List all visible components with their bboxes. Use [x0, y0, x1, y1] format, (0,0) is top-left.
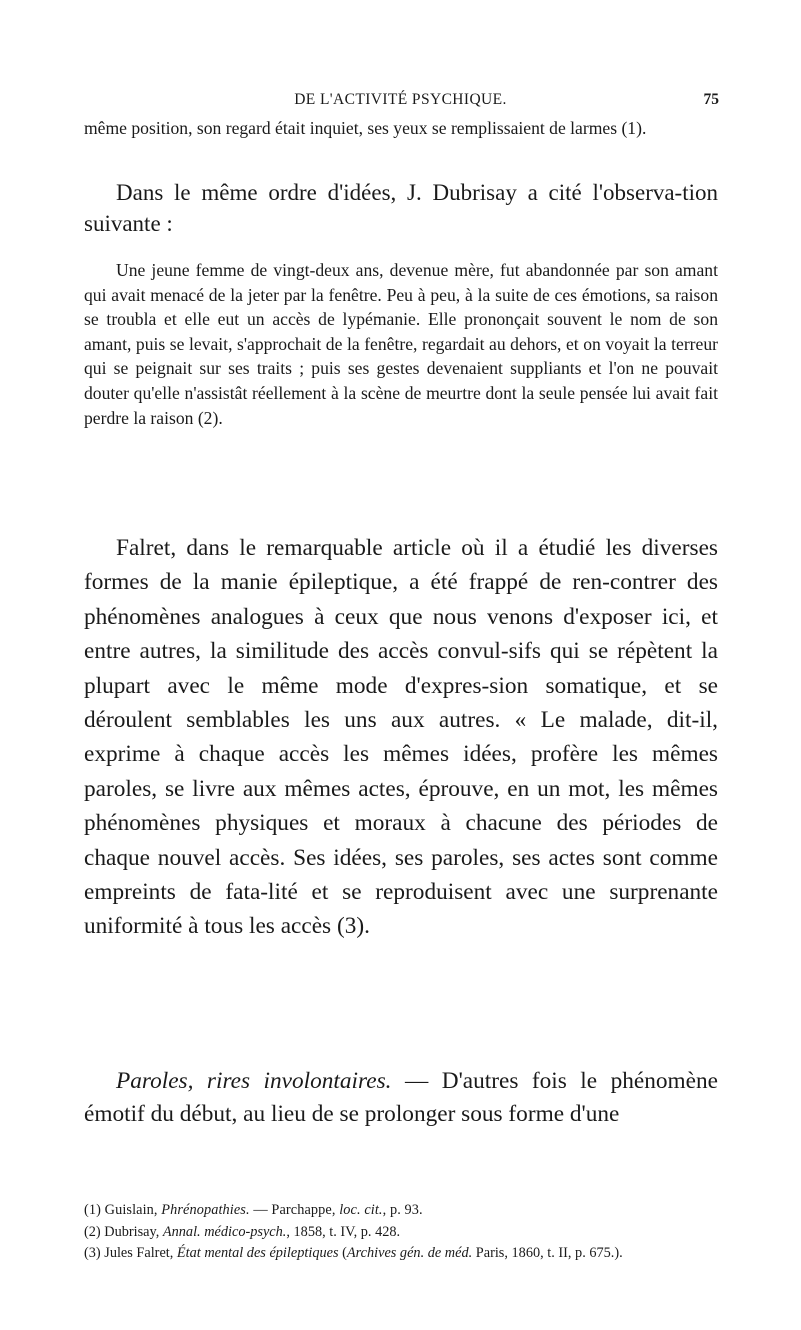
- footnote-1: (1) Guislain, Phrénopathies. — Parchappe, loc. cit., p. 93.: [84, 1202, 423, 1218]
- footnote-2: (2) Dubrisay, Annal. médico-psych., 1858, t. IV, p. 428.: [84, 1223, 401, 1240]
- running-head: [0, 91, 801, 113]
- section-heading: Paroles, rires involontaires.: [116, 1068, 392, 1094]
- section-paragraph: [84, 1065, 718, 1131]
- intro-paragraph: Dans le même ordre d'idées, J. Dubrisay a cité l'observa-tion suivante :: [84, 180, 718, 236]
- section-text: — D'autres fois le phénomène émotif du début, au lieu de se prolonger sous forme d'une: [84, 1068, 718, 1127]
- footnote-3: (3) Jules Falret, État mental des épileptiques (Archives gén. de méd. Paris, 1860, t. II, p. 675.).: [84, 1245, 623, 1261]
- continuation-paragraph: même position, son regard était inquiet, ses yeux se remplissaient de larmes (1).: [84, 118, 647, 138]
- footnotes: [84, 1200, 718, 1265]
- falret-paragraph: Falret, dans le remarquable article où il a étudié les diverses formes de la manie épileptique, a été frappé de ren-contrer des phénomènes analogues à ceux que nous venons d'exposer ici, et entre autres, la similitude des accès convul-sifs qui se répètent la plupart avec le même mode d'expres-sion somatique, et se déroulent semblables les uns aux autres. « Le malade, dit-il, exprime à chaque accès les mêmes idées, profère les mêmes paroles, se livre aux mêmes actes, éprouve, en un mot, les mêmes phénomènes physiques et moraux à chacune des périodes de chaque nouvel accès. Ses idées, ses paroles, ses actes sont comme empreints de fata-lité et se reproduisent avec une surprenante uniformité à tous les accès (3).: [84, 535, 718, 940]
- running-title: DE L'ACTIVITÉ PSYCHIQUE.: [294, 91, 507, 108]
- page-number: 75: [703, 91, 719, 108]
- observation-paragraph: Une jeune femme de vingt-deux ans, devenue mère, fut abandonnée par son amant qui avait menacé de la jeter par la fenêtre. Peu à peu, à la suite de ces émotions, sa raison se troubla et elle eut un accès de lypémanie. Elle prononçait souvent le nom de son amant, puis se levait, s'approchait de la fenêtre, regardait au dehors, et on voyait la terreur qui se peignait sur ses traits ; puis ses gestes devenaient suppliants et l'on ne pouvait douter qu'elle n'assistât réellement à la scène de meurtre dont la seule pensée lui avait fait perdre la raison (2).: [84, 260, 718, 428]
